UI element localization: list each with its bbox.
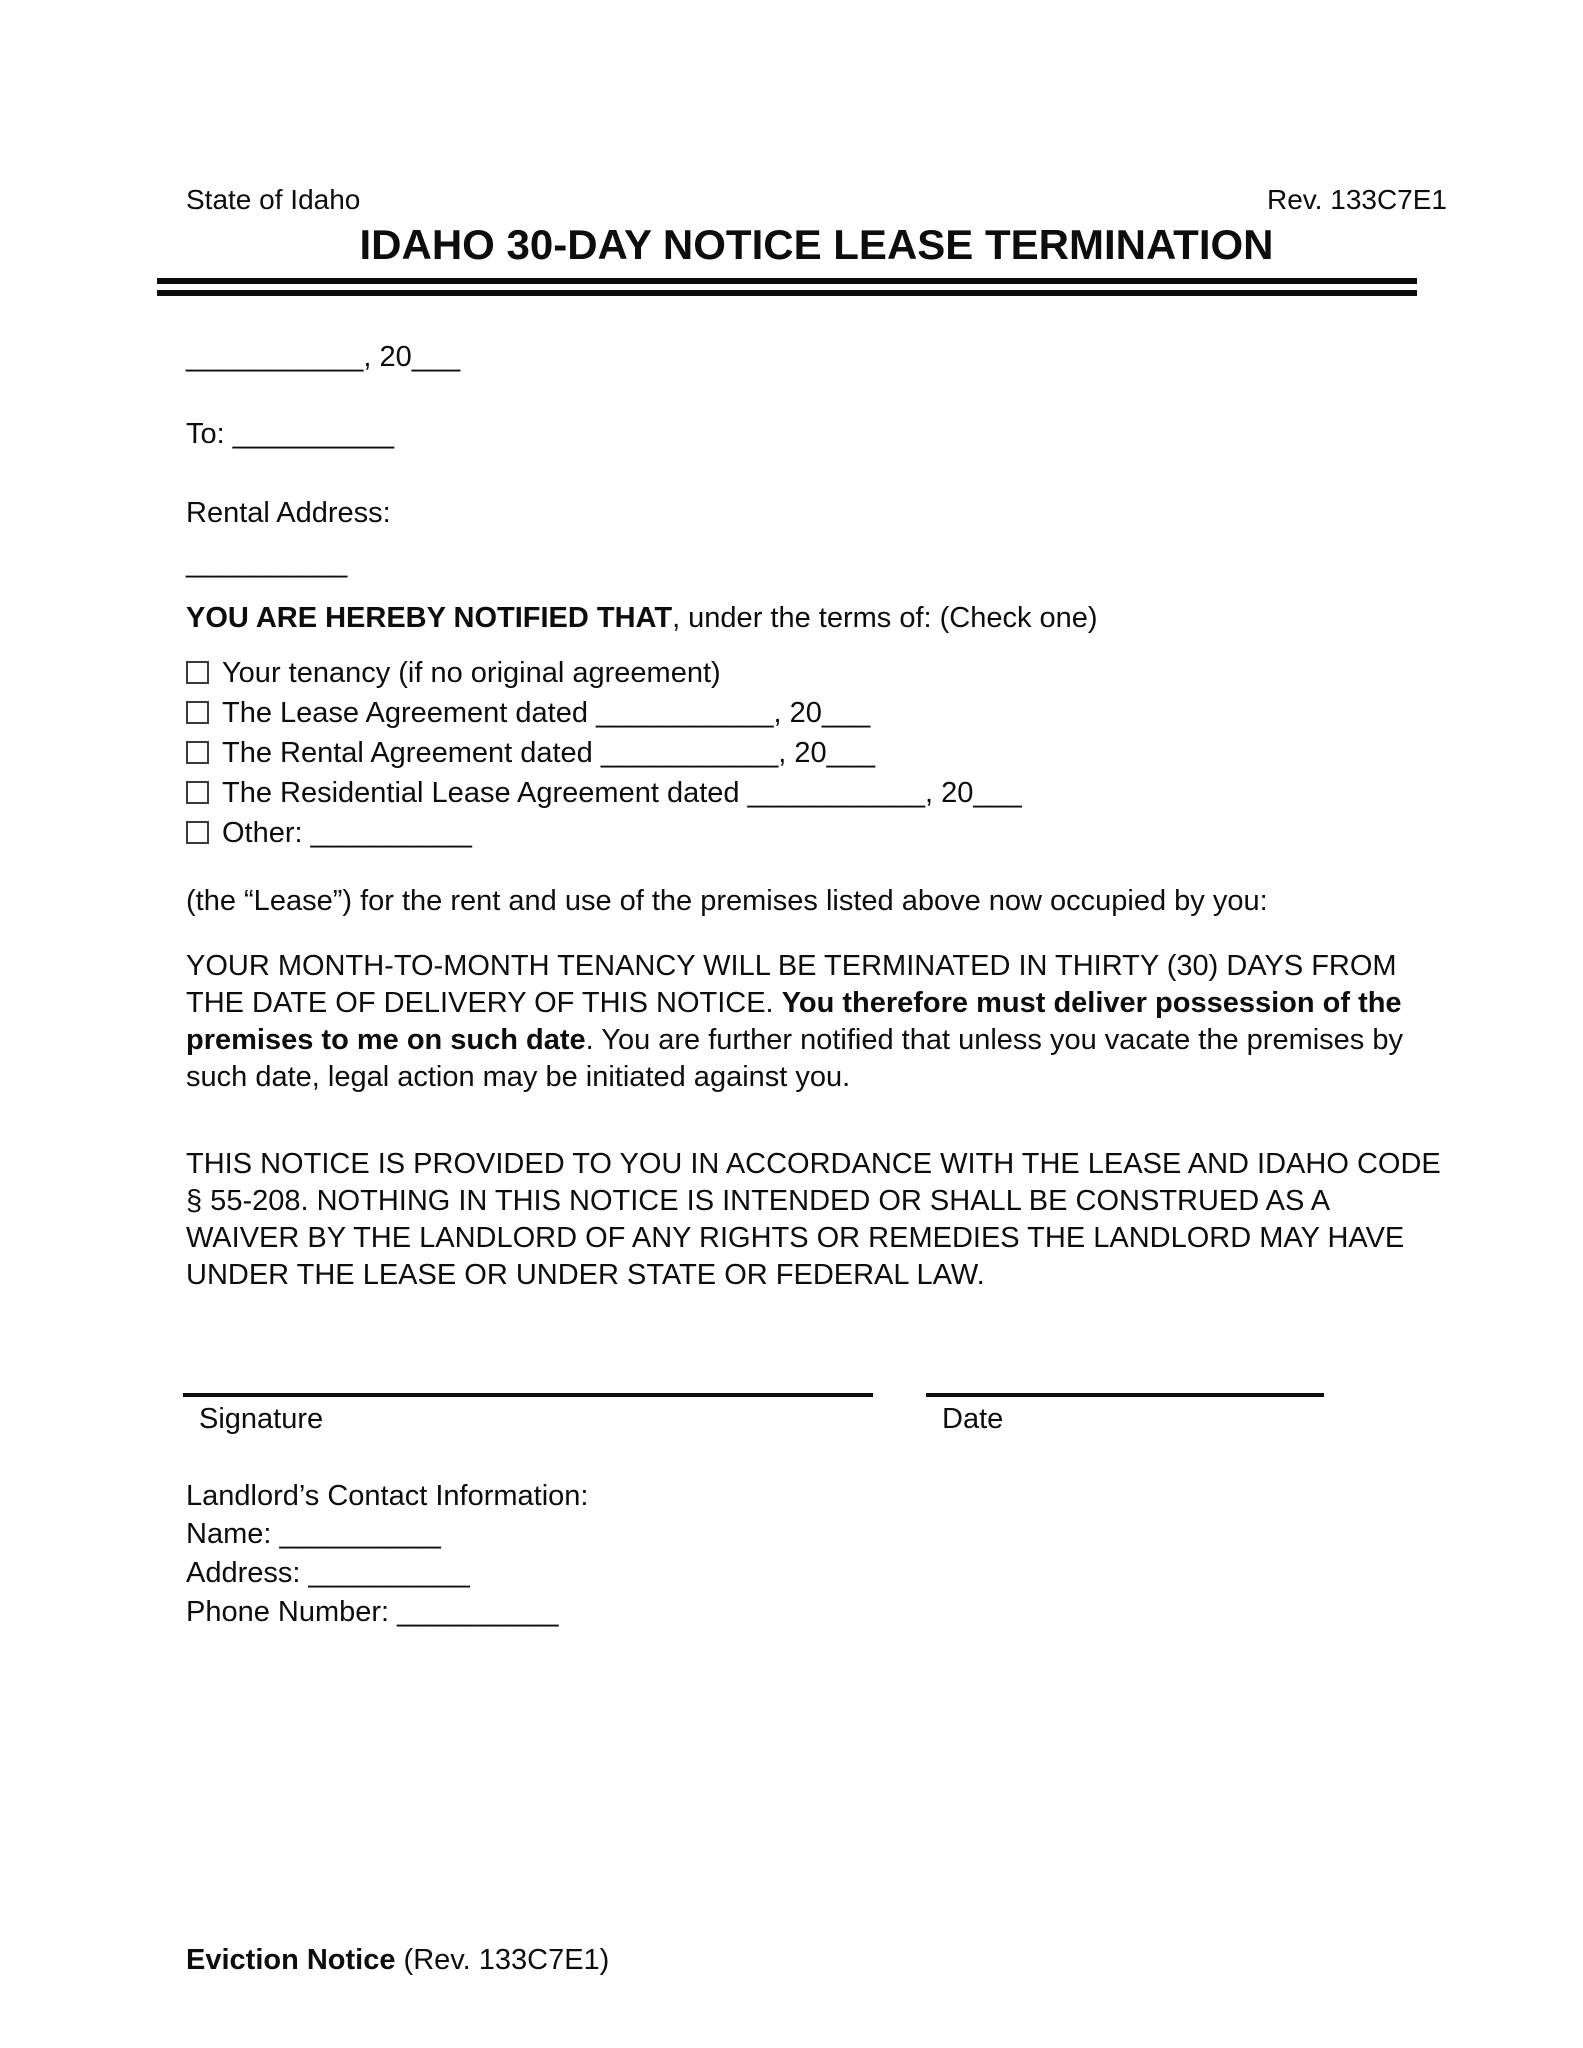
to-label: To:	[186, 418, 233, 450]
lease-clause-text: (the “Lease”) for the rent and use of the premises listed above now occupied by you:	[186, 885, 1268, 917]
checkbox-icon[interactable]	[186, 821, 209, 844]
termination-regular-2: . You are further notified that unless you vacate the premises by such date, legal action may be initiated against you.	[186, 1024, 1403, 1093]
phone-fill-line	[186, 1593, 1447, 1632]
notified-statement	[186, 600, 1447, 637]
rental-address-label: Rental Address:	[186, 497, 391, 529]
contact-info-heading: Landlord’s Contact Information:	[186, 1480, 589, 1512]
page-title: IDAHO 30-DAY NOTICE LEASE TERMINATION	[359, 221, 1274, 268]
address-fill-line	[186, 1554, 1447, 1593]
phone-blank-field[interactable]: __________	[397, 1596, 559, 1628]
date-label: Date	[942, 1403, 1004, 1435]
check-option-row	[186, 813, 1447, 853]
check-option-row	[186, 773, 1447, 813]
checkbox-icon[interactable]	[186, 781, 209, 804]
notified-bold-text: YOU ARE HEREBY NOTIFIED THAT	[186, 602, 673, 634]
rental-address-blank-field[interactable]: __________	[186, 547, 348, 579]
to-blank-field[interactable]: __________	[232, 418, 395, 450]
checkbox-label: Your tenancy (if no original agreement)	[222, 657, 721, 689]
date-blank-field[interactable]: ___________	[186, 341, 364, 373]
revision-label: Rev. 133C7E1	[1266, 184, 1447, 215]
check-option-row	[186, 733, 1447, 773]
date-column	[926, 1393, 1324, 1438]
check-option-row	[186, 693, 1447, 733]
footer-revision: (Rev. 133C7E1)	[395, 1944, 610, 1976]
phone-label: Phone Number:	[186, 1596, 398, 1628]
address-label: Address:	[186, 1557, 309, 1589]
document-header	[186, 183, 1447, 217]
notified-regular-text: , under the terms of: (Check one)	[672, 602, 1098, 634]
name-blank-field[interactable]: __________	[279, 1518, 441, 1550]
footer-line	[186, 1942, 1447, 1979]
to-fill-line	[186, 416, 1447, 453]
termination-regular-1: YOUR MONTH-TO-MONTH TENANCY WILL BE TERMINATED IN THIRTY (30) DAYS FROM THE DATE OF DELIVERY OF THIS NOTICE.	[186, 950, 1397, 1019]
name-fill-line	[186, 1515, 1447, 1554]
checkbox-icon[interactable]	[186, 741, 209, 764]
checkbox-icon[interactable]	[186, 661, 209, 684]
date-fill-line	[186, 339, 1447, 376]
signature-block	[186, 1393, 1447, 1438]
signature-label: Signature	[199, 1403, 324, 1435]
address-blank-field[interactable]: __________	[308, 1557, 470, 1589]
check-option-row	[186, 653, 1447, 693]
signature-line[interactable]	[183, 1393, 873, 1397]
termination-bold: You therefore must deliver possession of the premises to me on such date	[186, 987, 1402, 1056]
signature-column	[183, 1393, 873, 1438]
termination-paragraph	[186, 948, 1447, 1096]
checkbox-label: The Lease Agreement dated ___________, 20___	[222, 697, 871, 729]
state-label: State of Idaho	[186, 184, 361, 215]
title-double-rule	[157, 278, 1417, 296]
date-line[interactable]	[926, 1393, 1324, 1397]
checkbox-label: The Residential Lease Agreement dated ___________, 20___	[222, 777, 1022, 809]
check-one-options	[186, 653, 1447, 853]
checkbox-label: Other: __________	[222, 817, 472, 849]
legal-paragraph: THIS NOTICE IS PROVIDED TO YOU IN ACCORDANCE WITH THE LEASE AND IDAHO CODE § 55-208. NOTHING IN THIS NOTICE IS INTENDED OR SHALL BE CONSTRUED AS A WAIVER BY THE LANDLORD OF ANY RIGHTS OR REMEDIES THE LANDLORD MAY HAVE UNDER THE LEASE OR UNDER STATE OR FEDERAL LAW.	[186, 1148, 1441, 1291]
checkbox-label: The Rental Agreement dated ___________, 20___	[222, 737, 876, 769]
footer-document-name: Eviction Notice	[186, 1944, 396, 1976]
date-year-suffix: , 20___	[363, 341, 461, 373]
name-label: Name:	[186, 1518, 280, 1550]
checkbox-icon[interactable]	[186, 701, 209, 724]
